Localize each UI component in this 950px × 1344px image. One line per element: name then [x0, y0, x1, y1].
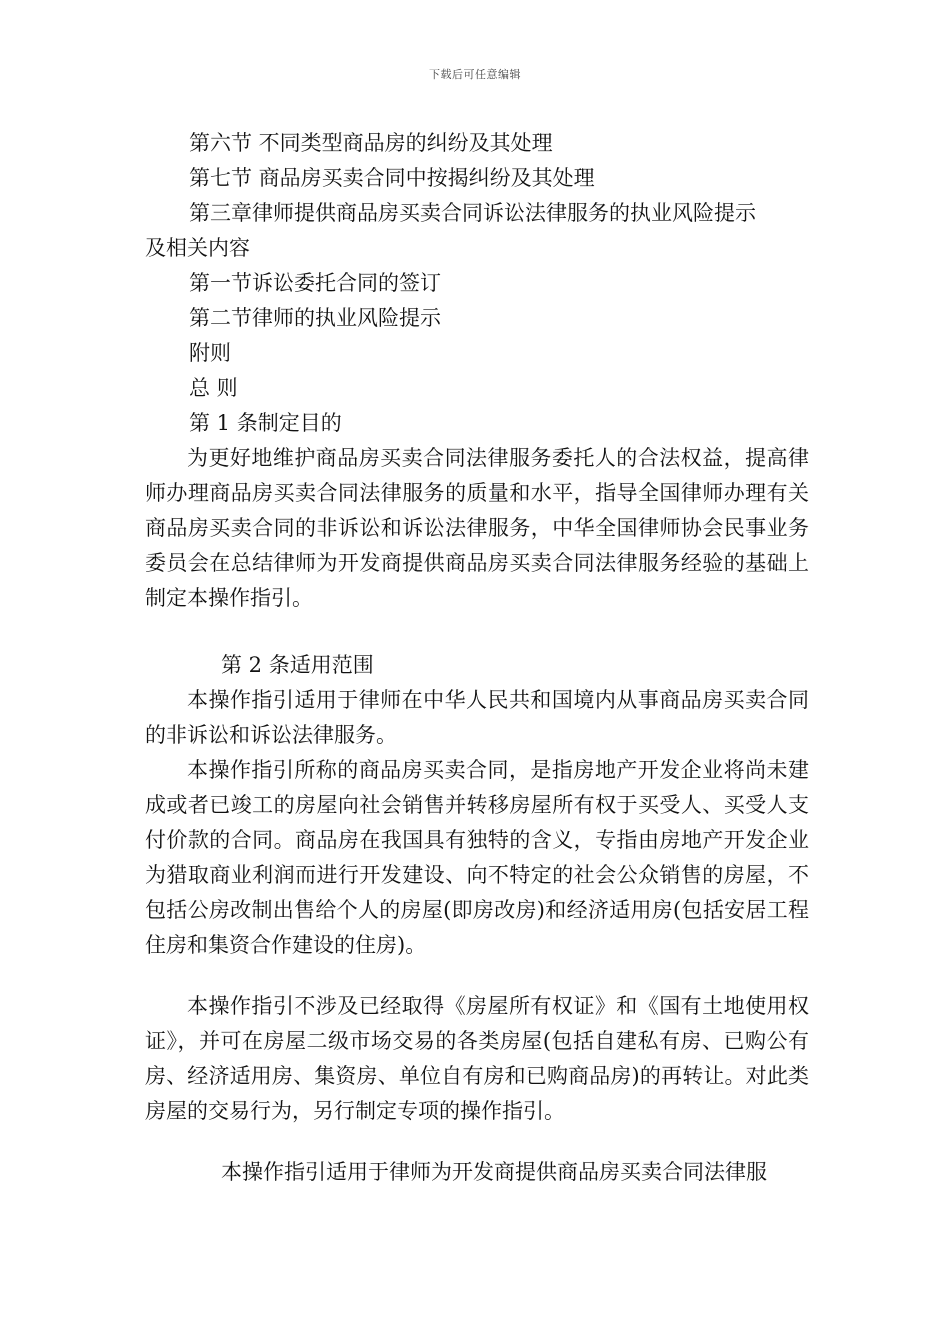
article2-paragraph: 本操作指引不涉及已经取得《房屋所有权证》和《国有土地使用权证》，并可在房屋二级市场交易的各类房屋(包括自建私有房、已购公有房、经济适用房、集资房、单位自有房和已购商品房)的再转让。对此类房屋的交易行为，另行制定专项的操作指引。	[145, 994, 809, 1123]
article-heading: 第 1 条制定目的	[189, 411, 342, 435]
article2-paragraph-start: 本操作指引适用于律师为开发商提供商品房买卖合同法律服	[221, 1160, 767, 1184]
article-heading: 第 2 条适用范围	[221, 653, 374, 677]
article2-paragraph: 本操作指引所称的商品房买卖合同，是指房地产开发企业将尚未建成或者已竣工的房屋向社会销售并转移房屋所有权于买受人、买受人支付价款的合同。商品房在我国具有独特的含义，专指由房地产开发企业为猎取商业利润而进行开发建设、向不特定的社会公众销售的房屋，不包括公房改制出售给个人的房屋(即房改房)和经济适用房(包括安居工程住房和集资合作建设的住房)。	[145, 758, 809, 957]
article1-paragraph: 为更好地维护商品房买卖合同法律服务委托人的合法权益，提高律师办理商品房买卖合同法律服务的质量和水平，指导全国律师办理有关商品房买卖合同的非诉讼和诉讼法律服务，中华全国律师协会民事业务委员会在总结律师为开发商提供商品房买卖合同法律服务经验的基础上制定本操作指引。	[145, 446, 809, 610]
section-heading: 总 则	[189, 376, 238, 400]
toc-item: 第一节诉讼委托合同的签订	[189, 271, 441, 295]
spacer	[145, 616, 809, 648]
toc-item: 第六节 不同类型商品房的纠纷及其处理	[189, 131, 553, 155]
page-header: 下载后可任意编辑	[429, 68, 521, 81]
document-body	[145, 126, 809, 1190]
article2-paragraph: 本操作指引适用于律师在中华人民共和国境内从事商品房买卖合同的非诉讼和诉讼法律服务。	[145, 688, 809, 747]
spacer	[145, 963, 809, 989]
toc-item: 第七节 商品房买卖合同中按揭纠纷及其处理	[189, 166, 595, 190]
toc-chapter-heading: 第三章律师提供商品房买卖合同诉讼法律服务的执业风险提示	[189, 201, 756, 225]
spacer	[145, 1129, 809, 1155]
toc-chapter-heading-continued: 及相关内容	[145, 236, 250, 260]
toc-item: 附则	[189, 341, 231, 365]
toc-item: 第二节律师的执业风险提示	[189, 306, 441, 330]
